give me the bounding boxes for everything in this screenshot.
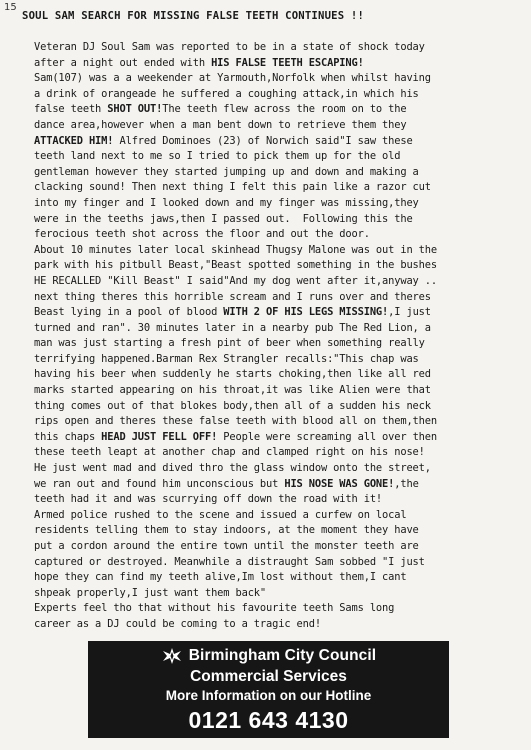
text-run: clacking sound! Then next thing I felt this pain like a razor cut [34,181,431,194]
text-run: captured or destroyed. Meanwhile a distraught Sam sobbed "I just [34,555,425,568]
advert-council-name: Birmingham City Council [188,647,377,664]
article-line [34,367,526,383]
article-line [34,523,526,539]
article-line [34,461,526,477]
text-run: gentleman however they started jumping up and down and making a [34,165,419,178]
article-line [34,40,526,56]
text-run: Armed police rushed to the scene and issued a curfew on local [34,508,407,521]
text-run: career as a DJ could be coming to a tragic end! [34,617,321,630]
text-run: thing comes out of that blokes body,then all of a sudden his neck [34,399,431,412]
article-line [34,399,526,415]
article-line [34,586,526,602]
bold-phrase: HEAD JUST FELL OFF! [101,430,218,443]
text-run: Experts feel tho that without his favourite teeth Sams long [34,602,395,615]
text-run: The teeth flew across the room on to the [162,103,407,116]
text-run: rips open and theres these false teeth with blood all on them,then [34,415,437,428]
text-run: these teeth leapt at another chap and clamped right on his nose! [34,446,425,459]
text-run: People were screaming all over then [217,430,437,443]
article-line [34,617,526,633]
advert-services: Commercial Services [190,668,347,685]
bold-phrase: WITH 2 OF HIS LEGS MISSING! [223,306,389,319]
text-run: Sam(107) was a a weekender at Yarmouth,Norfolk when whilst having [34,72,431,85]
text-run: ,the [394,477,419,490]
article-line [34,102,526,118]
article-line [34,430,526,446]
article-line [34,601,526,617]
advert-council-row [88,645,449,667]
text-run: teeth had it and was scurrying off down the road with it! [34,493,383,506]
advert-phone-number[interactable]: 0121 643 4130 [188,707,349,733]
text-run: Beast lying in a pool of blood [34,306,224,319]
council-advert [88,641,449,738]
text-run: after a night out ended with [34,56,212,69]
article-line [34,336,526,352]
text-run: park with his pitbull Beast,"Beast spotted something in the bushes [34,259,437,272]
text-run: teeth land next to me so I tried to pick them up for the old [34,150,401,163]
article-line [34,227,526,243]
article-line [34,87,526,103]
text-run: About 10 minutes later local skinhead Thugsy Malone was out in the [34,243,437,256]
article-line [34,290,526,306]
bold-phrase: ATTACKED HIM! [34,134,114,147]
text-run: marks started appearing on his throat,it was like Alien were that [34,384,431,397]
text-run: ferocious teeth shot across the floor and out the door. [34,228,370,241]
article-line [34,477,526,493]
article-line [34,258,526,274]
article-line [34,445,526,461]
text-run: residents telling them to stay indoors, at the moment they have [34,524,419,537]
article-line [34,243,526,259]
article-line [34,196,526,212]
bold-phrase: HIS FALSE TEETH ESCAPING! [211,56,364,69]
text-run: shpeak properly,I just want them back" [34,586,267,599]
article-line [34,321,526,337]
article-line [34,165,526,181]
article-line [34,414,526,430]
article-line [34,352,526,368]
text-run: He just went mad and dived thro the glass window onto the street, [34,462,431,475]
text-run: into my finger and I looked down and my finger was missing,they [34,196,419,209]
article-line [34,383,526,399]
text-run: hope they can find my teeth alive,Im lost without them,I cant [34,571,407,584]
text-run: we ran out and found him unconscious but [34,477,285,490]
bold-phrase: SHOT OUT! [107,103,163,116]
text-run: ,I just [388,306,431,319]
page-number: 15 [4,2,17,13]
text-run: false teeth [34,103,108,116]
article-line [34,56,526,72]
article-headline: SOUL SAM SEARCH FOR MISSING FALSE TEETH CONTINUES !! [22,10,365,22]
text-run: next thing theres this horrible scream and I runs over and theres [34,290,431,303]
text-run: terrifying happened.Barman Rex Strangler recalls:"This chap was [34,352,419,365]
article-line [34,134,526,150]
text-run: having his beer when suddenly he starts choking,then like all red [34,368,431,381]
article-line [34,555,526,571]
article-line [34,508,526,524]
text-run: were in the teeths jaws,then I passed out. Following this the [34,212,413,225]
article-body [34,40,526,633]
text-run: HE RECALLED "Kill Beast" I said"And my dog went after it,anyway .. [34,274,437,287]
article-line [34,149,526,165]
article-line [34,118,526,134]
text-run: put a cordon around the entire town until the monster teeth are [34,540,419,552]
article-line [34,212,526,228]
text-run: Alfred Dominoes (23) of Norwich said"I saw these [113,134,413,147]
bold-phrase: HIS NOSE WAS GONE! [284,477,395,490]
text-run: Veteran DJ Soul Sam was reported to be in a state of shock today [34,41,425,53]
text-run: man was just starting a fresh pint of beer when something really [34,337,425,350]
article-line [34,492,526,508]
text-run: dance area,however when a man bent down to retrieve them they [34,118,407,131]
article-line [34,305,526,321]
text-run: turned and ran". 30 minutes later in a nearby pub The Red Lion, a [34,321,431,334]
article-line [34,539,526,555]
advert-hotline-info: More Information on our Hotline [165,688,372,703]
text-run: a drink of orangeade he suffered a coughing attack,in which his [34,87,419,100]
article-line [34,570,526,586]
article-line [34,71,526,87]
article-line [34,274,526,290]
birmingham-crest-icon [161,647,183,665]
text-run: this chaps [34,430,102,443]
article-line [34,180,526,196]
